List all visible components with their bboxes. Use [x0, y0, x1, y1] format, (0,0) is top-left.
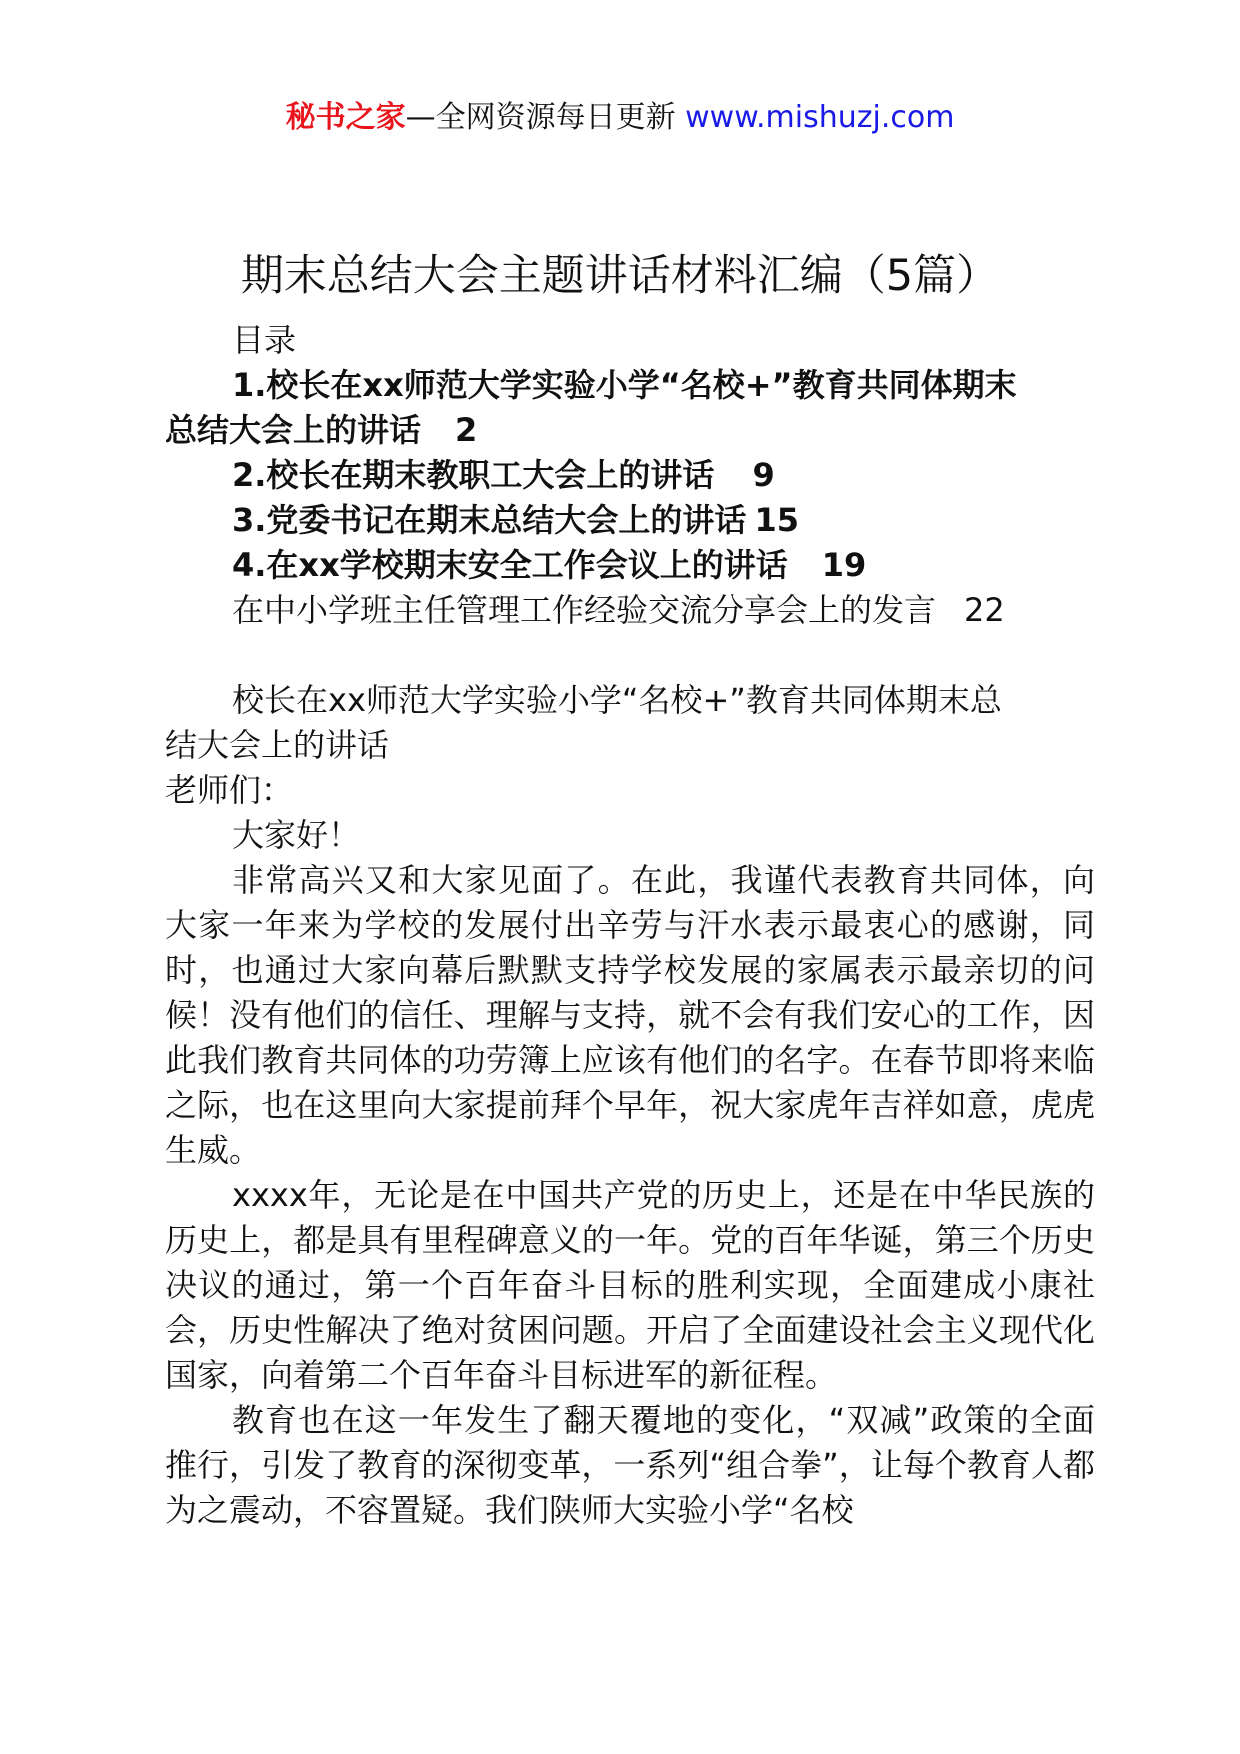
toc-item-1-page: 2 — [455, 411, 478, 449]
toc-item-3 — [165, 498, 1095, 543]
toc-item-5 — [165, 588, 1095, 633]
toc-item-4-text: 4.在xx学校期末安全工作会议上的讲话 — [232, 546, 788, 584]
paragraph-3: 教育也在这一年发生了翻天覆地的变化，“双减”政策的全面推行，引发了教育的深彻变革，一系列“组合拳”，让每个教育人都为之震动，不容置疑。我们陕师大实验小学“名校 — [165, 1401, 1095, 1529]
toc-item-2-page: 9 — [752, 456, 775, 494]
toc-item-2 — [165, 453, 1095, 498]
header-tagline: —全网资源每日更新 — [405, 100, 676, 135]
article-title-line-2: 结大会上的讲话 — [165, 726, 390, 764]
spacer — [165, 633, 1095, 678]
toc-item-3-text: 3.党委书记在期末总结大会上的讲话 — [232, 501, 747, 539]
toc-item-2-text: 2.校长在期末教职工大会上的讲话 — [232, 456, 715, 494]
site-header — [0, 98, 1240, 138]
salutation: 老师们： — [165, 771, 294, 809]
document-body — [165, 318, 1095, 1533]
document-title: 期末总结大会主题讲话材料汇编（5篇） — [240, 251, 1000, 301]
greeting: 大家好！ — [232, 816, 361, 854]
toc-item-4 — [165, 543, 1095, 588]
toc-item-3-page: 15 — [754, 501, 799, 539]
brand-name: 秘书之家 — [285, 100, 406, 135]
toc-heading: 目录 — [232, 321, 297, 359]
toc-item-1-line-1: 1.校长在xx师范大学实验小学“名校+”教育共同体期末 — [232, 366, 1017, 404]
article-title-line-1: 校长在xx师范大学实验小学“名校+”教育共同体期末总 — [232, 681, 1002, 719]
paragraph-2: xxxx年，无论是在中国共产党的历史上，还是在中华民族的历史上，都是具有里程碑意义的一年。党的百年华诞，第三个历史决议的通过，第一个百年奋斗目标的胜利实现，全面建成小康社会，历史性解决了绝对贫困问题。开启了全面建设社会主义现代化国家，向着第二个百年奋斗目标进军的新征程。 — [165, 1176, 1095, 1394]
toc-item-1-text: 总结大会上的讲话 — [165, 411, 422, 449]
paragraph-1: 非常高兴又和大家见面了。在此，我谨代表教育共同体，向大家一年来为学校的发展付出辛劳与汗水表示最衷心的感谢，同时，也通过大家向幕后默默支持学校发展的家属表示最亲切的问候！没有他们的信任、理解与支持，就不会有我们安心的工作，因此我们教育共同体的功劳簿上应该有他们的名字。在春节即将来临之际，也在这里向大家提前拜个早年，祝大家虎年吉祥如意，虎虎生威。 — [165, 861, 1095, 1169]
site-url-link[interactable]: www.mishuzj.com — [685, 100, 955, 135]
toc-item-1-line-2 — [165, 408, 1095, 453]
toc-item-5-page: 22 — [964, 591, 1005, 629]
toc-item-5-text: 在中小学班主任管理工作经验交流分享会上的发言 — [232, 591, 937, 629]
toc-item-4-page: 19 — [821, 546, 867, 584]
